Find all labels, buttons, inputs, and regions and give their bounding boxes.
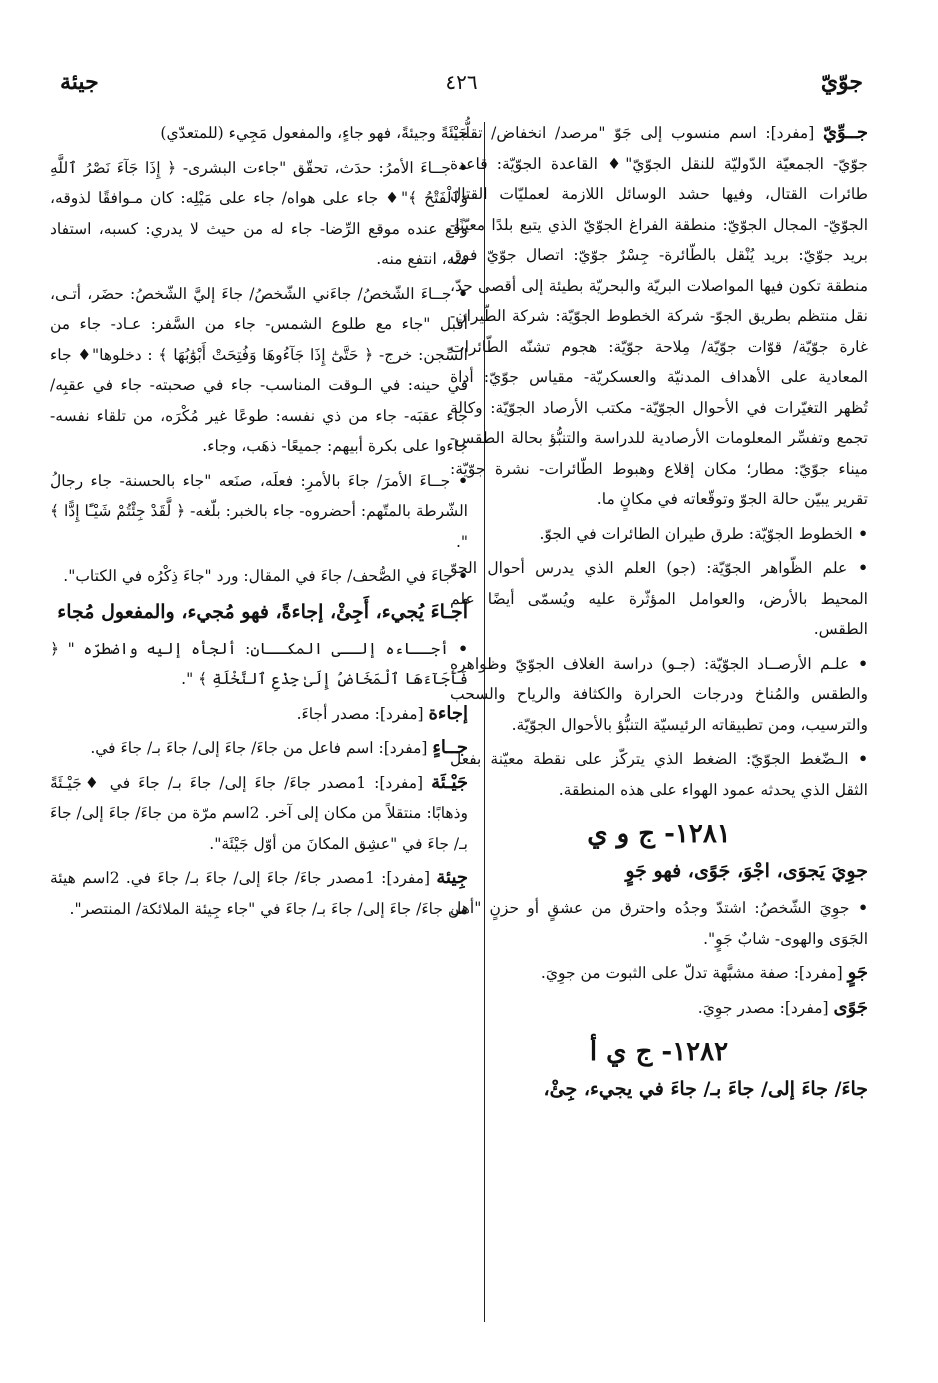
definition: [مفرد]: اسم فاعل من جاءَ/ جاءَ إلى/ جاءَ بـ/ جاءَ في.: [90, 739, 428, 757]
sense-jaa-fil-suhuf: • جاءَ في الصُّحف/ جاءَ في المقال: ورد "جاءَ ذِكْرُه في الكتاب".: [50, 561, 468, 592]
sense-meteorology: • علـم الأرصــاد الجوّيّة: (جـو) دراسة الغلاف الجوّيّ وظواهره والطقس والمُناخ ودرجات الحرارة والكثافة والرياح والسحب والترسيب، ومن تطبيقاته الرئيسيّة التنبُّؤ بالأحوال الجوّيّة.: [450, 649, 868, 741]
definition: [مفرد]: اسم منسوب إلى جَوّ "مرصد/ انخفاض/ تقلُّب جوّيّ- الجمعيّة الدّوليّة للنقل الجوّيّ"♦ القاعدة الجوّيّة: قاعدة طائرات القتال، وفيها حشد الوسائل اللازمة لعمليّات القتال الجوّيّ- المجال الجوّيّ: منطقة الفراغ الجوّيّ الذي يتبع بلدًا معيّنًا- بريد جوّيّ: بريد يُنْقل بالطّائرة- جِسْرٌ جوّيّ: اتصال جوّيّ فوق منطقة تكون فيها المواصلات البريّة والبحريّة بطيئة إلى أقصى حدّ، نقل منتظم بطريق الجوّ- شركة الخطوط الجوّيّة: شركة الطّيران- غارة جوّيّة/ قوّات جوّيّة/ مِلاحة جوّيّة: هجوم تشنّه الطّائرات المعادية على الأهداف المدنيّة والعسكريّة- مقياس جوّيّ: أداة تُظهر التغيّرات في الأحوال الجوّيّة- مكتب الأرصاد الجوّيّة: وكالة تجمع وتفسِّر المعلومات الأرصادية للدراسة والتنبُّؤ بحالة الطقس- ميناء جوّيّ: مطار؛ مكان إقلاع وهبوط الطّائرات- نشرة جوّيّة: تقرير يبيّن حالة الجوّ وتوقّعاته في مكانٍ ما.: [450, 124, 868, 508]
sense-jawiya: • جوِيَ الشّخصُ: اشتدّ وجدُه واحترق من عشقٍ أو حزنٍ "أهل الجَوَى والهوى- شابٌ جَوٍ".: [450, 893, 868, 954]
entry-ijaa: [50, 699, 468, 730]
sense-airlines: • الخطوط الجوّيّة: طرق طيران الطائرات في الجوّ.: [450, 519, 868, 550]
headword: جَوٍ: [847, 962, 868, 983]
right-column: [450, 118, 868, 1111]
headword: جَوًى: [833, 996, 868, 1018]
headword: جَيْـئَة: [431, 771, 469, 793]
sense-jaa-bil-amr: • جــاءَ الأمرَ/ جاءَ بالأمرِ: فعلَه، صنَعه "جاء بالحسنة- جاء رجالُ الشّرطة بالمتّهم: أحضروه- جاء بالخبر: بلّغه- ﴿ لَّقَدْ جِئْتُمْ شَيْـًٔا إِدًّا ﴾ ".: [50, 466, 468, 558]
definition: [مفرد]: مصدر جوِيَ.: [697, 998, 829, 1017]
entry-jawwi: [450, 118, 868, 515]
root-heading-1282: ١٢٨٢- ج ي أ: [589, 1037, 729, 1067]
headword: جِيئة: [436, 867, 468, 888]
headword: جــاءٍ: [432, 737, 468, 758]
headword: جــوِّيّ: [822, 122, 868, 143]
verb-forms: جوِيَ يَجوَى، اجْوَ، جَوًى، فهو جَوٍ: [625, 860, 868, 882]
verb-forms: أجـاءَ يُجيء، أَجِئْ، إجاءةً، فهو مُجيء، والمفعول مُجاء: [57, 600, 468, 623]
page-number: ٤٢٦: [445, 70, 478, 94]
header-guide-word-left: جيئة: [60, 69, 99, 95]
entry-jaa-in: [50, 733, 468, 764]
header-guide-word-right: جوّيّ: [820, 69, 863, 95]
definition: [مفرد]: صفة مشبَّهة تدلّ على الثبوت من جوِيَ.: [540, 964, 843, 982]
headword: إجاءة: [428, 702, 468, 724]
sense-jaa-shakhs: • جــاءَ الشّخصُ/ جاءَني الشّخصُ/ جاءَ إليَّ الشّخصُ: حضَر، أتـى، أقبل "جاء مع طلوع الشمس- جاء من السَّفر: عـاد- جاء من السِّجن: خرج- ﴿ حَتَّىٰٓ إِذَا جَآءُوهَا وَفُتِحَتْ أَبْوَٰبُهَا ﴾ : دخلوها"♦ جاء في حينه: في الـوقت المناسب- جاء في صحبته- جاء في عقبِه/ جاء عقبَه- جاء من ذي نفسه: طوعًا غير مُكْرَه، من تلقاء نفسه- جاءوا على بكرة أبيهم: جميعًا- ذهَب، وجاء.: [50, 279, 468, 462]
page-header: [60, 62, 863, 102]
sense-atmospheric-phenomena: • علم الظّواهر الجوّيّة: (جو) العلم الذي يدرس أحوال الجوّ المحيط بالأرض، والعوامل المؤثّرة عليه ويُسمّى أيضًا علم الطقس.: [450, 553, 868, 645]
entry-jawan: [450, 993, 868, 1024]
sense-air-pressure: • الـضّغط الجوّيّ: الضغط الذي يتركّز على نقطة معيّنة بفعل الثقل الذي يحدثه عمود الهواء على هذه المنطقة.: [450, 744, 868, 805]
definition: [مفرد]: 1مصدر جاءَ/ جاءَ إلى/ جاءَ بـ/ جاءَ في. 2اسم هيئة من جاءَ/ جاءَ إلى/ جاءَ بـ/ جاءَ في "جاء جِيئة الملائكة/ المنتصر".: [50, 869, 468, 918]
definition: [مفرد]: 1مصدر جاءَ/ جاءَ إلى/ جاءَ بـ/ جاءَ في ♦جَيْـئَةً وذهابًا: منتقلاً من مكان إلى آخر. 2اسم مرّة من جاءَ/ جاءَ إلى/ جاءَ بـ/ جاءَ في "عشِق المكانَ من أوّل جَيْئَة".: [50, 773, 468, 853]
verb-forms: جاءَ/ جاءَ إلى/ جاءَ بـ/ جاءَ في يجيء، جِئْ،: [543, 1078, 868, 1100]
left-column: [50, 118, 468, 928]
sense-jaa-amr: • جــاءَ الأمرُ: حدَث، تحقّق "جاءت البشرى- ﴿ إِذَا جَآءَ نَصْرُ ٱللَّهِ وَٱلْفَتْحُ ﴾"♦ جاء على هواه/ جاء على مَيْلِه: كان مـوافقًا لذوقه، وقع عنده موقع الرِّضا- جاء له من حيث لا يدري: كسبه، استفاد منه، انتفع منه.: [50, 153, 468, 275]
entry-jawin: [450, 958, 868, 989]
sense-ajaahu: • أجــاءه إلــى المكــان: ألجأه إليه واضطرّه " ﴿ فَأَجَآءَهَا ٱلْمَخَاضُ إِلَىٰ جِذْعِ ٱلنَّخْلَةِ ﴾ ".: [50, 634, 468, 695]
root-heading-1281: ١٢٨١- ج و ي: [587, 819, 731, 849]
entry-jayah: [50, 768, 468, 860]
definition: [مفرد]: مصدر أجاءَ.: [296, 704, 424, 723]
continuation-line: جَيْئَةً وجيئةً، فهو جاءٍ، والمفعول مَجِيء (للمتعدّي): [160, 124, 468, 142]
entry-jiah: [50, 863, 468, 924]
